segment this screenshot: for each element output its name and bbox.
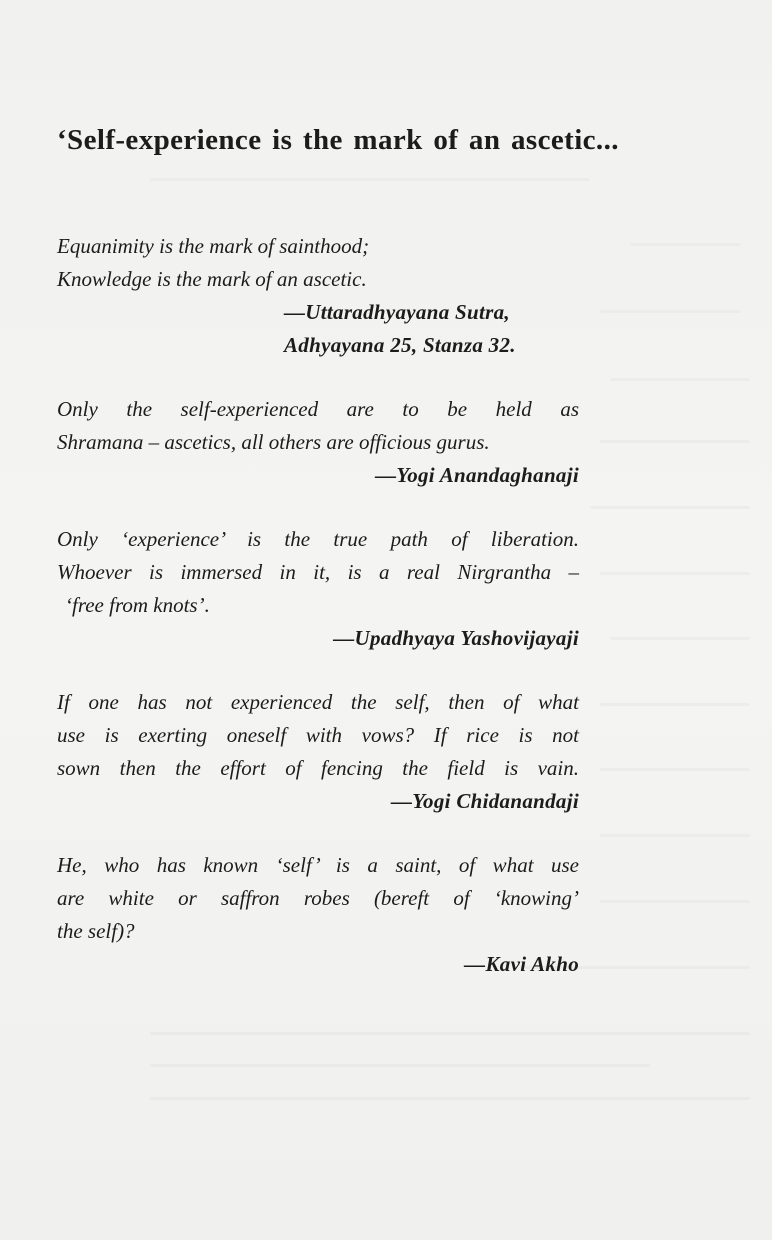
- page-title: ‘Self-experience is the mark of an ascetic...: [57, 124, 619, 156]
- quote-line: Shramana – ascetics, all others are officious gurus.: [57, 430, 490, 454]
- quote-line: sown then the effort of fencing the field is vain.: [57, 756, 579, 780]
- quote-line: Equanimity is the mark of sainthood;: [57, 234, 370, 258]
- quote-line: Only the self-experienced are to be held as: [57, 397, 579, 421]
- quote-kavi-akho: [57, 849, 579, 981]
- quote-line: Knowledge is the mark of an ascetic.: [57, 267, 367, 291]
- quote-line: If one has not experienced the self, then of what: [57, 690, 579, 714]
- quote-line: He, who has known ‘self’ is a saint, of what use: [57, 853, 579, 877]
- quote-line: the self)?: [57, 919, 135, 943]
- quote-attribution: Adhyayana 25, Stanza 32.: [284, 333, 516, 357]
- quote-attribution: —Yogi Chidanandaji: [390, 789, 579, 813]
- quote-line: Whoever is immersed in it, is a real Nirgrantha –: [57, 560, 579, 584]
- quote-attribution: —Uttaradhyayana Sutra,: [284, 300, 510, 324]
- quote-attribution: —Yogi Anandaghanaji: [375, 463, 579, 487]
- quote-line: ‘free from knots’.: [65, 593, 210, 617]
- quote-uttaradhyayana: [57, 230, 579, 362]
- quote-chidanandaji: [57, 686, 579, 818]
- quote-line: are white or saffron robes (bereft of ‘knowing’: [57, 886, 579, 910]
- quote-yashovijayaji: [57, 523, 579, 655]
- quote-line: Only ‘experience’ is the true path of liberation.: [57, 527, 579, 551]
- quote-line: use is exerting oneself with vows? If rice is not: [57, 723, 579, 747]
- quote-anandaghanaji: [57, 393, 579, 492]
- quote-attribution: —Upadhyaya Yashovijayaji: [333, 626, 579, 650]
- quote-attribution: —Kavi Akho: [464, 952, 579, 976]
